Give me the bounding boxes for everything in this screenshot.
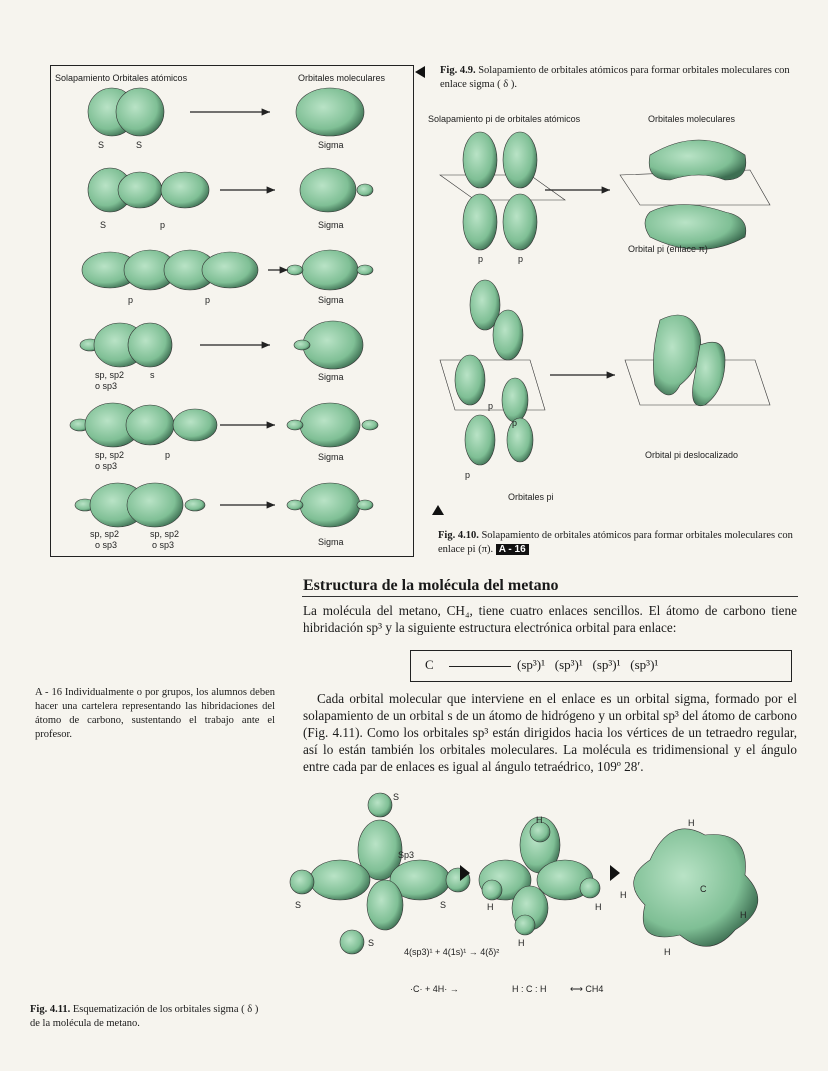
svg-text:H: H xyxy=(740,910,747,920)
svg-text:p: p xyxy=(165,450,171,460)
fig410-caption: Fig. 4.10. Solapamiento de orbitales atómicos para formar orbitales moleculares con enlace pi (π). A - 16 xyxy=(438,530,793,555)
svg-text:S: S xyxy=(440,900,447,910)
svg-text:Sp3: Sp3 xyxy=(398,850,415,860)
svg-text:Sigma: Sigma xyxy=(318,140,344,150)
pointer-up-icon xyxy=(432,505,444,515)
svg-text:H: H xyxy=(688,818,695,828)
svg-text:sp, sp2: sp, sp2 xyxy=(90,529,120,539)
svg-text:p: p xyxy=(128,295,134,305)
svg-text:S: S xyxy=(98,140,105,150)
svg-text:o sp3: o sp3 xyxy=(95,540,118,550)
activity-badge: A - 16 xyxy=(496,544,529,555)
fig49-col-left: Solapamiento Orbitales atómicos xyxy=(55,73,188,83)
svg-text:Solapamiento pi de orbitales a: Solapamiento pi de orbitales atómicos xyxy=(428,114,581,124)
svg-text:p: p xyxy=(478,254,484,264)
svg-text:Sigma: Sigma xyxy=(318,295,344,305)
svg-text:Orbital pi (enlace π): Orbital pi (enlace π) xyxy=(628,244,708,254)
svg-text:S: S xyxy=(295,900,302,910)
svg-text:sp, sp2: sp, sp2 xyxy=(95,370,125,380)
svg-text:H: H xyxy=(595,902,602,912)
svg-text:S: S xyxy=(368,938,375,948)
svg-text:4(sp3)¹ + 4(1s)¹ → 4(δ)²: 4(sp3)¹ + 4(1s)¹ → 4(δ)² xyxy=(404,947,500,957)
svg-text:Sigma: Sigma xyxy=(318,452,344,462)
svg-text:o sp3: o sp3 xyxy=(95,381,118,391)
paragraph-2: Cada orbital molecular que interviene en el enlace es un orbital sigma, formado por el solapamiento de un orbital s de un átomo de hidrógeno y un orbital sp³ del átomo de carbono (Fig. 4.11). Como los orbitales sp³ están dirigidos hacia los vértices de un tetraedro regular, así lo están también los orbitales moleculares. La molécula es tridimensional y el ángulo entre cada par de enlaces es igual al ángulo tetraédrico, 109º 28′. xyxy=(303,691,797,774)
svg-text:Orbitales moleculares: Orbitales moleculares xyxy=(648,114,736,124)
electron-configuration-box: C (sp³)¹ (sp³)¹ (sp³)¹ (sp³)¹ xyxy=(410,650,792,682)
svg-text:H: H xyxy=(536,815,543,825)
svg-text:p: p xyxy=(465,470,471,480)
svg-text:p: p xyxy=(512,418,518,428)
svg-text:o sp3: o sp3 xyxy=(95,461,118,471)
paragraph-1: La molécula del metano, CH₄, tiene cuatro enlaces sencillos. El átomo de carbono tiene hibridación sp³ y la siguiente estructura electrónica orbital para enlace: xyxy=(303,603,797,635)
pointer-left-icon xyxy=(415,66,425,78)
svg-text:o sp3: o sp3 xyxy=(152,540,175,550)
svg-text:S: S xyxy=(393,792,400,802)
svg-text:C: C xyxy=(700,884,707,894)
svg-text:sp, sp2: sp, sp2 xyxy=(95,450,125,460)
svg-text:Orbital pi deslocalizado: Orbital pi deslocalizado xyxy=(645,450,739,460)
svg-text:H: H xyxy=(620,890,627,900)
svg-text:H: H xyxy=(664,947,671,957)
fig49-caption: Fig. 4.9. Solapamiento de orbitales atómicos para formar orbitales moleculares con enlace sigma ( δ ). xyxy=(440,65,790,90)
svg-text:⟷ CH4: ⟷ CH4 xyxy=(570,984,604,994)
fig410-pi-overlap xyxy=(440,132,770,465)
svg-text:Sigma: Sigma xyxy=(318,537,344,547)
svg-text:sp, sp2: sp, sp2 xyxy=(150,529,180,539)
svg-text:Orbitales pi: Orbitales pi xyxy=(508,492,554,502)
svg-text:H: H xyxy=(518,938,525,948)
svg-text:p: p xyxy=(205,295,211,305)
svg-text:Sigma: Sigma xyxy=(318,220,344,230)
svg-text:p: p xyxy=(488,401,494,411)
svg-text:H: H xyxy=(487,902,494,912)
svg-text:·C· + 4H· →: ·C· + 4H· → xyxy=(410,984,459,994)
svg-text:H : C : H: H : C : H xyxy=(512,984,547,994)
fig49-col-right: Orbitales moleculares xyxy=(298,73,386,83)
svg-text:s: s xyxy=(150,370,155,380)
fig411-caption: Fig. 4.11. Esquematización de los orbitales sigma ( δ ) de la molécula de metano. xyxy=(30,1004,259,1029)
activity-note: A - 16 Individualmente o por grupos, los alumnos deben hacer una cartelera representando las hibridaciones del átomo de carbono, sustentando el trabajo ante el profesor. xyxy=(35,687,275,740)
svg-text:S: S xyxy=(136,140,143,150)
svg-text:p: p xyxy=(518,254,524,264)
svg-text:Sigma: Sigma xyxy=(318,372,344,382)
svg-text:S: S xyxy=(100,220,107,230)
section-heading: Estructura de la molécula del metano xyxy=(303,577,559,594)
fig49-box xyxy=(50,65,414,557)
svg-text:p: p xyxy=(160,220,166,230)
